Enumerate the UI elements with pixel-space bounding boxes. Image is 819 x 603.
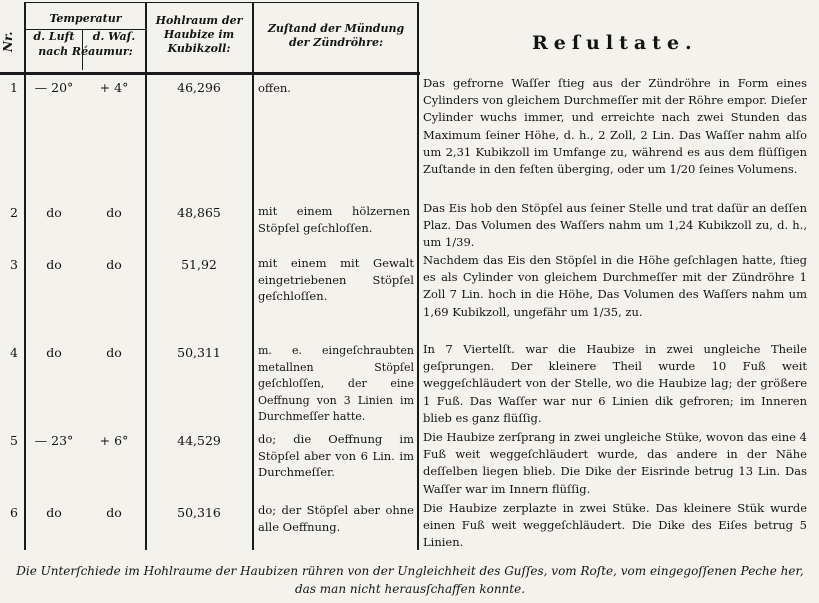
- row-1-hohlraum: 46,296: [177, 80, 221, 95]
- row-1-result: Das gefrorne Waſſer ſtieg aus der Zündröhre in Form eines Cylinders von gleichem Durchmeſſer mit der Röhre empor. Dieſer Cylinder wuchs immer, und erreichte nach zwei Stunden das Maximum ſeiner Höhe, d. h., 2 Zoll, 2 Lin. Das Waſſer nahm alſo um 2,31 Kubikzoll im Umfange zu, während es aus dem flüſſigen Zuſtande in den feſten überging, oder um 1/20 ſeines Volumens.: [423, 76, 807, 177]
- row-6-zustand: do; der Stöpſel aber ohne alle Oeffnung.: [258, 503, 414, 534]
- header-temperatur: Temperatur: [49, 12, 122, 25]
- row-5-wasser: + 6°: [99, 433, 129, 448]
- header-zustand: Zuſtand der Mündung der Zündröhre:: [267, 22, 405, 49]
- rule-header-bottom: [0, 72, 420, 75]
- row-2-luft: do: [46, 205, 62, 220]
- row-2-zustand: mit einem hölzernen Stöpſel geſchloſſen.: [258, 204, 410, 235]
- row-4-nr: 4: [10, 345, 18, 360]
- row-3-result: Nachdem das Eis den Stöpſel in die Höhe geſchlagen hatte, ſtieg es als Cylinder von gleichem Durchmeſſer mit der Zündröhre 1 Zoll 7 Lin. hoch in die Höhe, Das Volumen des Waſſers nahm um 1,69 Kubikzoll, ungefähr um 1/35, zu.: [423, 253, 807, 319]
- row-2-wasser: do: [106, 205, 122, 220]
- row-3-hohlraum: 51,92: [181, 257, 217, 272]
- row-5-result: Die Haubize zerſprang in zwei ungleiche Stüke, wovon das eine 4 Fuß weit weggeſchläudert wurde, das andere in der Nähe deſſelben liegen blieb. Die Dike der Eisrinde betrug 13 Lin. Das Waſſer war im Innern flüſſig.: [423, 430, 807, 496]
- row-1-luft: — 20°: [34, 80, 74, 95]
- header-reaumur: nach Réaumur:: [38, 45, 133, 58]
- rule-col2: [145, 2, 147, 550]
- rule-col4: [417, 2, 419, 550]
- header-hohlraum: Hohlraum der Haubize im Kubikzoll:: [155, 14, 243, 55]
- row-2-hohlraum: 48,865: [177, 205, 221, 220]
- row-3-zustand: mit einem mit Gewalt eingetriebenen Stöpſel geſchloſſen.: [258, 256, 414, 303]
- row-4-wasser: do: [106, 345, 122, 360]
- header-nr: Nr.: [1, 31, 15, 53]
- row-4-result: In 7 Viertelſt. war die Haubize in zwei ungleiche Theile geſprungen. Der kleinere Theil wurde 10 Fuß weit weggeſchläudert von der Stelle, wo die Haubize lag; der größere 1 Fuß. Das Waſſer war nur 6 Linien dik gefroren; im Inneren blieb es ganz flüſſig.: [423, 342, 807, 425]
- resultate-title: Reſultate.: [532, 32, 698, 54]
- row-4-hohlraum: 50,311: [177, 345, 221, 360]
- row-3-luft: do: [46, 257, 62, 272]
- row-5-luft: — 23°: [34, 433, 74, 448]
- row-6-wasser: do: [106, 505, 122, 520]
- rule-col3: [252, 2, 254, 550]
- row-5-zustand: do; die Oeffnung im Stöpſel aber von 6 Lin. im Durchmeſſer.: [258, 432, 414, 479]
- row-3-wasser: do: [106, 257, 122, 272]
- footnote: Die Unterſchiede im Hohlraume der Haubizen rühren von der Ungleichheit des Guſſes, vom Roſte, vom eingegoſſenen Peche her, das man nicht herausſchaffen konnte.: [16, 564, 804, 596]
- header-wasser: d. Waſ.: [92, 30, 136, 43]
- row-6-nr: 6: [10, 505, 18, 520]
- row-1-wasser: + 4°: [99, 80, 129, 95]
- row-2-nr: 2: [10, 205, 18, 220]
- rule-top: [24, 2, 419, 3]
- row-3-nr: 3: [10, 257, 18, 272]
- row-1-nr: 1: [10, 80, 18, 95]
- row-5-hohlraum: 44,529: [177, 433, 221, 448]
- row-6-hohlraum: 50,316: [177, 505, 221, 520]
- header-luft: d. Luft: [33, 30, 75, 43]
- row-6-luft: do: [46, 505, 62, 520]
- row-6-result: Die Haubize zerplazte in zwei Stüke. Das kleinere Stük wurde einen Fuß weit weggeſchläudert. Die Dike des Eiſes betrug 5 Linien.: [423, 501, 807, 550]
- row-2-result: Das Eis hob den Stöpſel aus ſeiner Stelle und trat daſür an deſſen Plaz. Das Volumen des Waſſers nahm um 1,24 Kubikzoll zu, d. h., um 1/39.: [423, 201, 807, 250]
- row-5-nr: 5: [10, 433, 18, 448]
- row-1-zustand: offen.: [258, 81, 291, 95]
- row-4-zustand: m. e. eingeſchraubten metallnen Stöpſel geſchloſſen, der eine Oeffnung von 3 Linien im Durchmeſſer hatte.: [258, 344, 414, 423]
- row-4-luft: do: [46, 345, 62, 360]
